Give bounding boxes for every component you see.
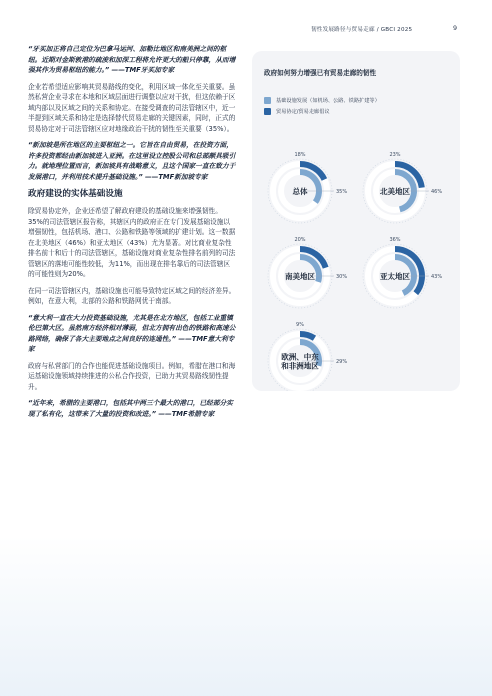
paragraph-regional-differences: 在同一司法管辖区内，基础设施也可能导致特定区域之间的经济差异。例如，在意大利，北部的公路和铁路网优于南部。 <box>28 286 236 305</box>
background-gradient <box>0 536 492 696</box>
quote-jamaica: “牙买加正将自己定位为巴拿马运河、加勒比地区和南美洲之间的枢纽。近期对金斯敦港的疏浚和加深工程将允许更大的船只停靠，从而增强其作为贸易枢纽的能力。” ——TMF牙买加专家 <box>28 45 236 74</box>
paragraph-infrastructure: 除贸易协定外，企业还希望了解政府建设的基础设施来增强韧性。35%的司法管辖区报告称，其辖区内的政府正在专门发展基础设施以增强韧性，包括机场、港口、公路和铁路等领域的扩建计划。这一数据在北美地区（46%）和亚太地区（43%）尤为显著。对比商业复杂性排名前十和后十的司法管辖区，基础设施对商业复杂性排名前列的司法管辖区的落地可能性较低，为11%，而出现在排名靠后的司法管辖区的可能性则为20%。 <box>28 207 236 278</box>
donut-4-category-label: 欧洲、中东 <box>281 352 319 362</box>
donut-2-outer-value-label: 20% <box>294 237 306 243</box>
legend-label-agreements: 贸易协定/贸易走廊倡议 <box>276 109 330 115</box>
donut-3-inner-value-label: 43% <box>431 274 443 280</box>
donut-3-outer-value-label: 36% <box>389 237 401 243</box>
page-number: 9 <box>453 24 458 32</box>
donut-2-inner-value-label: 30% <box>336 274 348 280</box>
donut-4-category-label: 和非洲地区 <box>281 361 319 371</box>
donut-4-inner-value-label: 29% <box>336 359 348 365</box>
quote-italy: “意大利一直在大力投资基础设施，尤其是在北方地区，包括工业重镇伦巴第大区。虽然南方经济相对薄弱，但北方拥有出色的铁路和高速公路网络，确保了各大主要地点之间良好的连通性。” ——TMF意大利专家 <box>28 313 236 353</box>
donut-2-category-label: 南美地区 <box>285 272 315 281</box>
donut-0-outer-value-label: 18% <box>294 152 306 158</box>
paragraph-public-private: 政府与私营部门的合作也能促进基础设施项目。例如，希腊在港口和海运基础设施领域持续推进的公私合作投资，已助力其贸易路线韧性提升。 <box>28 361 236 391</box>
running-header: 韧性发展路径与贸易走廊 / GBCI 2025 <box>311 27 413 33</box>
donut-4-outer-arc <box>300 334 314 338</box>
chart-panel <box>252 51 460 391</box>
donut-0-inner-value-label: 35% <box>336 189 348 195</box>
section-heading: 政府建设的实体基础设施 <box>28 189 123 199</box>
donut-0-category-label: 总体 <box>292 187 308 196</box>
donut-3-category-label: 亚太地区 <box>380 272 410 281</box>
left-column <box>28 44 236 425</box>
quote-greece: “近年来，希腊的主要港口，包括其中两三个最大的港口，已经部分实现了私有化，这带来了大量的投资和改进。” ——TMF希腊专家 <box>28 399 233 418</box>
quote-singapore: “新加坡是所在地区的主要枢纽之一。它旨在自由贸易，在投资方面，许多投资都经由新加坡进入亚洲。在这里设立控股公司和总部颇具吸引力。就地理位置而言，新加坡具有战略意义，且这个国家一直在致力于发展港口，并利用技术提升基础设施。” ——TMF新加坡专家 <box>28 141 236 181</box>
paragraph-regional-integration: 企业若希望适应影响其贸易路线的变化，利用区域一体化至关重要。虽然私营企业寻求在本地和区域层面进行调整以应对干扰，但这依赖于区域内部以及区域之间的关系和协定。在接受调查的司法管辖区中，近一半提到区域关系和协定是选择替代贸易走廊的关键因素，同时，正式的贸易协定对于司法管辖区应对地缘政治干扰的韧性至关重要（35%）。 <box>28 82 236 133</box>
donut-1-outer-value-label: 23% <box>389 152 401 158</box>
chart-title: 政府如何努力增强已有贸易走廊的韧性 <box>264 69 377 77</box>
donut-charts <box>252 51 460 391</box>
donut-1-category-label: 北美地区 <box>380 187 410 196</box>
donut-4-outer-value-label: 9% <box>296 322 304 328</box>
donut-1-inner-value-label: 46% <box>431 189 443 195</box>
legend-label-infrastructure: 基础设施发展（如机场、公路、铁路扩建等） <box>276 98 380 104</box>
